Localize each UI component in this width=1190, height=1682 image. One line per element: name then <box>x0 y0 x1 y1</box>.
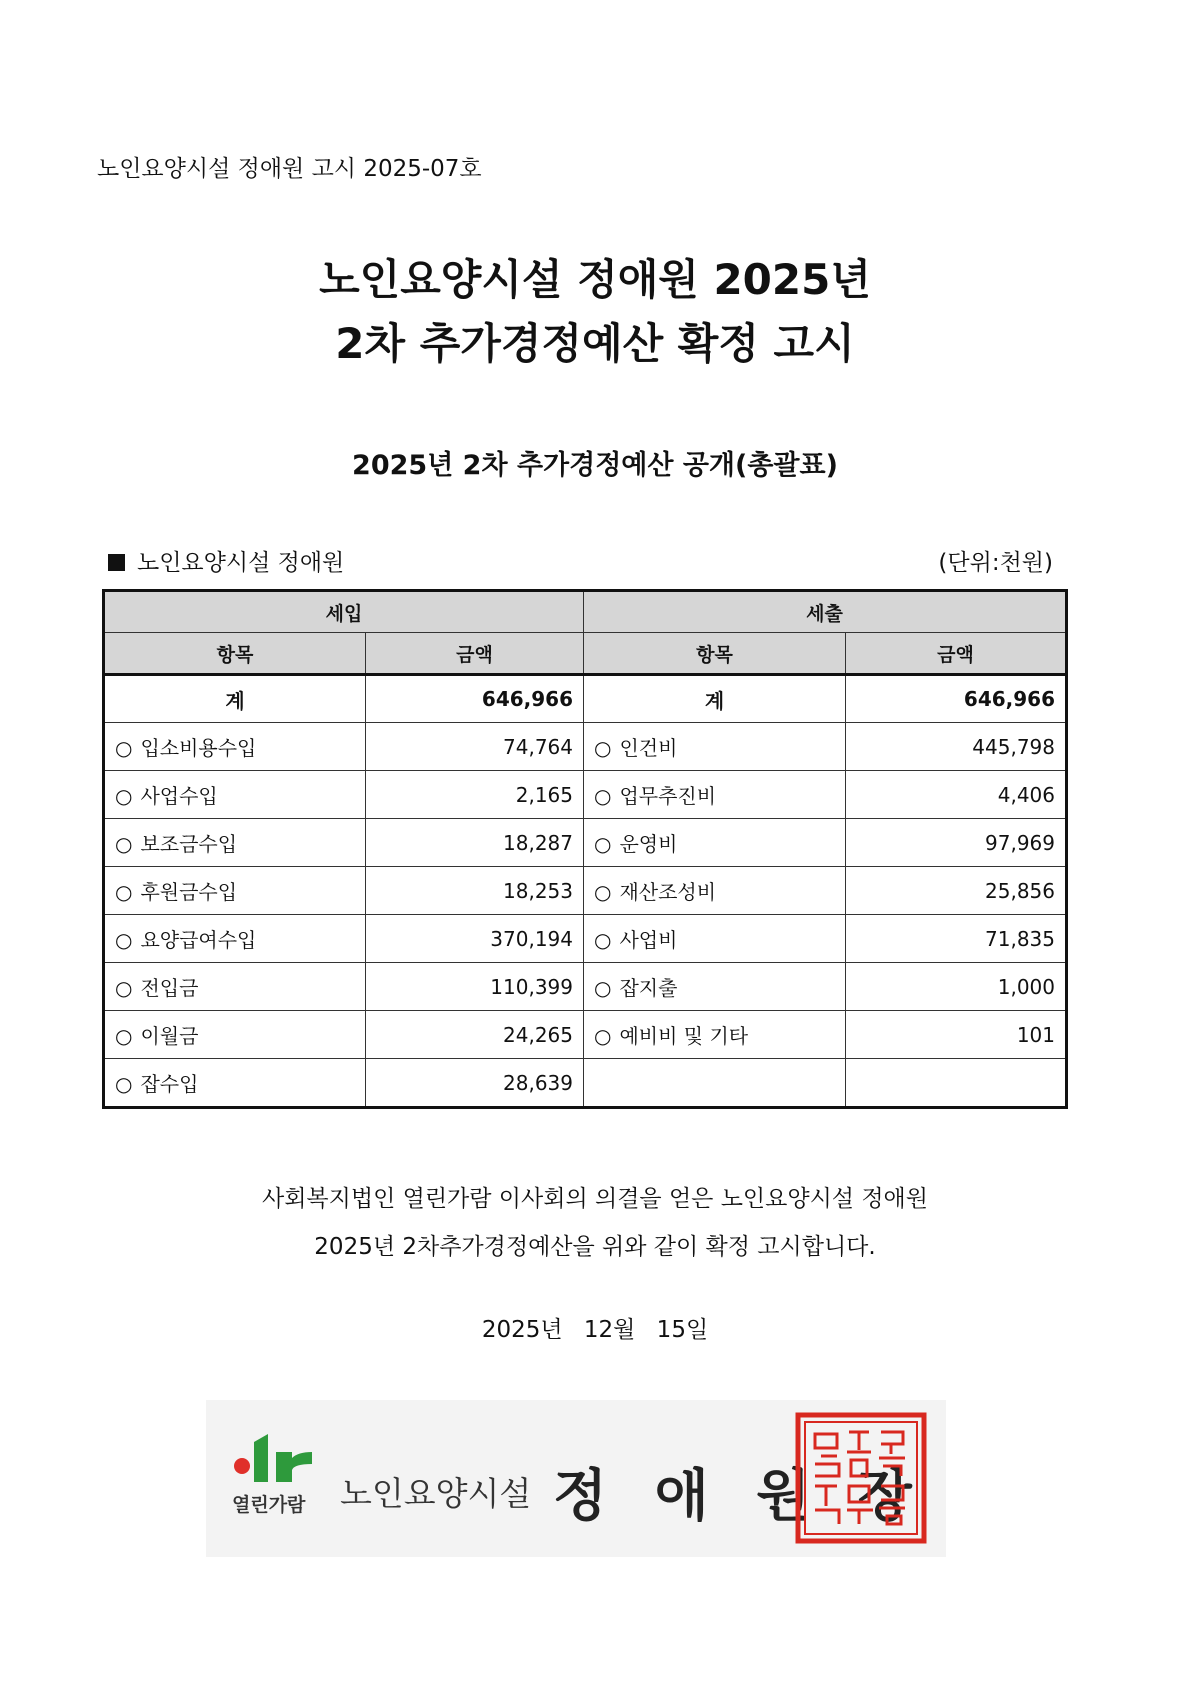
table-row <box>104 1059 1067 1108</box>
table-column-header-row <box>104 633 1067 675</box>
budget-rows <box>104 723 1067 1108</box>
revenue-item-cell-text: 요양급여수입 <box>140 928 257 952</box>
document-subtitle: 2025년 2차 추가경정예산 공개(총괄표) <box>352 450 838 481</box>
table-row <box>104 771 1067 819</box>
revenue-total-amount: 646,966 <box>366 675 584 723</box>
circle-bullet-icon: ○ <box>115 736 133 760</box>
table-row <box>104 819 1067 867</box>
expense-item-cell-text: 인건비 <box>619 736 678 760</box>
expense-amount-cell: 1,000 <box>846 963 1067 1011</box>
notice-date: 2025년 12월 15일 <box>481 1317 709 1343</box>
black-square-icon <box>108 554 125 571</box>
table-row <box>104 963 1067 1011</box>
table-row <box>104 915 1067 963</box>
facility-name: 노인요양시설 <box>340 1474 532 1513</box>
approval-statement <box>0 1175 1190 1271</box>
expense-item-cell <box>584 1059 846 1108</box>
statement-line-1: 사회복지법인 열린가람 이사회의 의결을 얻은 노인요양시설 정애원 <box>262 1186 928 1212</box>
circle-bullet-icon: ○ <box>594 736 612 760</box>
revenue-amount-cell: 370,194 <box>366 915 584 963</box>
circle-bullet-icon: ○ <box>594 928 612 952</box>
revenue-amount-cell: 110,399 <box>366 963 584 1011</box>
yeollin-garam-logo-icon <box>232 1430 327 1488</box>
revenue-amount-header: 금액 <box>366 633 584 675</box>
circle-bullet-icon: ○ <box>594 1024 612 1048</box>
revenue-item-cell <box>104 867 366 915</box>
revenue-amount-cell: 2,165 <box>366 771 584 819</box>
circle-bullet-icon: ○ <box>594 880 612 904</box>
expense-total-label: 계 <box>584 675 846 723</box>
expense-amount-header: 금액 <box>846 633 1067 675</box>
revenue-item-cell <box>104 723 366 771</box>
circle-bullet-icon: ○ <box>594 976 612 1000</box>
total-row <box>104 675 1067 723</box>
revenue-item-cell-text: 이월금 <box>140 1024 199 1048</box>
budget-summary-table <box>102 589 1068 1109</box>
expense-item-cell-text: 운영비 <box>619 832 678 856</box>
expense-item-cell <box>584 819 846 867</box>
expense-item-cell <box>584 867 846 915</box>
revenue-amount-cell: 28,639 <box>366 1059 584 1108</box>
circle-bullet-icon: ○ <box>115 832 133 856</box>
revenue-group-header: 세입 <box>104 591 584 633</box>
revenue-item-cell-text: 사업수입 <box>140 784 218 808</box>
expense-group-header: 세출 <box>584 591 1067 633</box>
revenue-total-label: 계 <box>104 675 366 723</box>
revenue-item-cell <box>104 819 366 867</box>
revenue-item-cell-text: 전입금 <box>140 976 199 1000</box>
revenue-item-cell <box>104 771 366 819</box>
revenue-amount-cell: 18,253 <box>366 867 584 915</box>
circle-bullet-icon: ○ <box>594 832 612 856</box>
circle-bullet-icon: ○ <box>115 928 133 952</box>
expense-item-cell <box>584 915 846 963</box>
expense-item-cell <box>584 1011 846 1059</box>
section-label <box>108 544 344 577</box>
revenue-item-cell-text: 잡수입 <box>140 1072 199 1096</box>
expense-item-cell-text: 재산조성비 <box>619 880 717 904</box>
revenue-item-cell-text: 입소비용수입 <box>140 736 257 760</box>
circle-bullet-icon: ○ <box>115 880 133 904</box>
expense-item-cell-text: 사업비 <box>619 928 678 952</box>
expense-item-header: 항목 <box>584 633 846 675</box>
statement-line-2: 2025년 2차추가경정예산을 위와 같이 확정 고시합니다. <box>314 1234 876 1260</box>
document-title <box>0 248 1190 376</box>
title-line-2: 2차 추가경정예산 확정 고시 <box>335 319 855 368</box>
logo-caption: 열린가람 <box>232 1494 306 1516</box>
table-row <box>104 723 1067 771</box>
notice-number: 노인요양시설 정애원 고시 2025-07호 <box>97 156 482 182</box>
unit-label: (단위:천원) <box>938 550 1053 576</box>
revenue-item-cell-text: 후원금수입 <box>140 880 238 904</box>
expense-item-cell-text: 잡지출 <box>619 976 678 1000</box>
expense-amount-cell: 25,856 <box>846 867 1067 915</box>
table-row <box>104 1011 1067 1059</box>
circle-bullet-icon: ○ <box>594 784 612 808</box>
revenue-item-cell-text: 보조금수입 <box>140 832 238 856</box>
expense-amount-cell <box>846 1059 1067 1108</box>
official-seal-icon <box>795 1412 927 1544</box>
revenue-item-cell <box>104 1011 366 1059</box>
director-title: 정 애 원 장 <box>553 1464 926 1529</box>
expense-amount-cell: 71,835 <box>846 915 1067 963</box>
table-row <box>104 867 1067 915</box>
expense-amount-cell: 101 <box>846 1011 1067 1059</box>
title-line-1: 노인요양시설 정애원 2025년 <box>319 255 871 304</box>
circle-bullet-icon: ○ <box>115 1024 133 1048</box>
revenue-item-cell <box>104 963 366 1011</box>
expense-amount-cell: 97,969 <box>846 819 1067 867</box>
revenue-item-header: 항목 <box>104 633 366 675</box>
circle-bullet-icon: ○ <box>115 784 133 808</box>
revenue-amount-cell: 18,287 <box>366 819 584 867</box>
expense-item-cell <box>584 723 846 771</box>
expense-item-cell-text: 예비비 및 기타 <box>619 1024 749 1048</box>
table-group-header-row <box>104 591 1067 633</box>
revenue-item-cell <box>104 1059 366 1108</box>
expense-total-amount: 646,966 <box>846 675 1067 723</box>
expense-amount-cell: 445,798 <box>846 723 1067 771</box>
expense-item-cell <box>584 771 846 819</box>
section-label-text: 노인요양시설 정애원 <box>137 550 345 576</box>
revenue-amount-cell: 24,265 <box>366 1011 584 1059</box>
revenue-item-cell <box>104 915 366 963</box>
circle-bullet-icon: ○ <box>115 1072 133 1096</box>
circle-bullet-icon: ○ <box>115 976 133 1000</box>
expense-item-cell <box>584 963 846 1011</box>
expense-item-cell-text: 업무추진비 <box>619 784 717 808</box>
expense-amount-cell: 4,406 <box>846 771 1067 819</box>
revenue-amount-cell: 74,764 <box>366 723 584 771</box>
